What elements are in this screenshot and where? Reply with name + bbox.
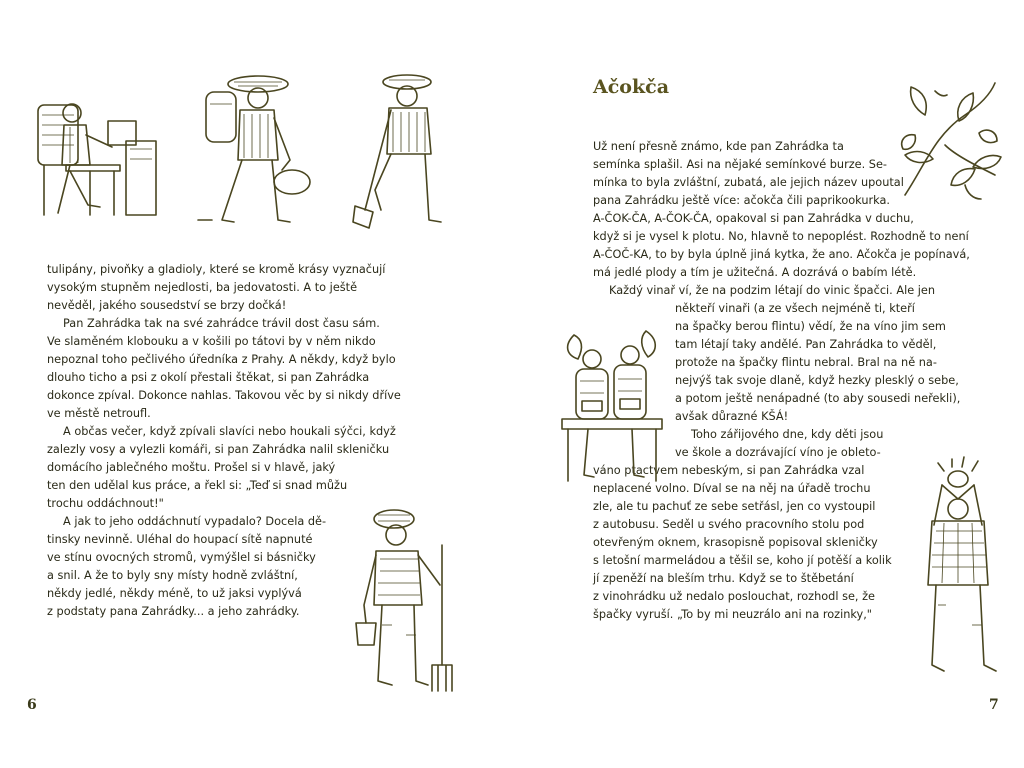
text-line: z podstaty pana Zahrádky... a jeho zahrádky. (47, 605, 300, 618)
text-line: když si je vysel k plotu. No, hlavně to nepoplést. Rozhodně to není (593, 230, 969, 243)
text-line: vysokým stupněm nejedlosti, ba jedovatosti. A to ještě (47, 281, 358, 294)
text-line: A občas večer, když zpívali slavíci nebo houkali sýčci, když (63, 425, 396, 438)
text-line: ve stínu ovocných stromů, vymýšlel si básničky (47, 551, 316, 564)
text-line: pana Zahrádku ještě více: ačokča čili paprikookurka. (593, 194, 890, 207)
text-line: avšak důrazné KŠÁ! (675, 410, 789, 423)
angels-illustration (554, 325, 669, 485)
text-line: mínka to byla zvláštní, zubatá, ale jejich název upoutal (593, 176, 904, 189)
man-at-desk-illustration (30, 85, 160, 220)
text-line: z vinohrádku už nedalo poslouchat, rozhodl se, že (593, 590, 875, 603)
text-line: a snil. A že to byly sny místy hodně zvláštní, (47, 569, 298, 582)
chapter-heading: Ačokča (593, 76, 670, 98)
text-line: zle, ale tu pachuť ze sebe setřásl, jen co vystoupil (593, 500, 876, 513)
text-line: ve městě netroufl. (47, 407, 151, 420)
page-number: 7 (989, 697, 999, 713)
page-number: 6 (27, 697, 37, 713)
text-line: z autobusu. Seděl u svého pracovního stolu pod (593, 518, 865, 531)
text-line: ten den udělal kus práce, a řekl si: „Teď si snad můžu (47, 479, 348, 492)
text-line: tam létají taky andělé. Pan Zahrádka to věděl, (675, 338, 937, 351)
text-line: nepoznal toho pečlivého úředníka z Prahy. A někdy, když bylo (47, 353, 396, 366)
text-line: neplacené volno. Díval se na něj na úřadě trochu (593, 482, 871, 495)
vine-plant-illustration (895, 75, 1005, 210)
text-line: tulipány, pivoňky a gladioly, které se kromě krásy vyznačují (47, 263, 386, 276)
walking-man-illustration (178, 70, 318, 235)
text-line: váno ptactvem nebeským, si pan Zahrádka vzal (593, 464, 865, 477)
text-line: někdy jedlé, někdy méně, to už jaksi vyplývá (47, 587, 302, 600)
text-line: protože na špačky flintu nebral. Bral na ně na- (675, 356, 937, 369)
right-page (512, 0, 1024, 768)
man-clapping-illustration (904, 455, 1014, 685)
text-line: dlouho ticho a psi z okolí přestali štěkat, si pan Zahrádka (47, 371, 370, 384)
text-line: domácího jablečného moštu. Prošel si v hlavě, jaký (47, 461, 336, 474)
text-line: A jak to jeho oddáchnutí vypadalo? Docela dě- (63, 515, 327, 528)
text-line: a potom ještě nenápadné (to aby sousedi neřekli), (675, 392, 961, 405)
man-with-spade-illustration (345, 70, 455, 235)
text-line: semínka splašil. Asi na nějaké semínkové burze. Se- (593, 158, 887, 171)
text-line: dokonce zpíval. Dokonce nahlas. Takovou věc by si nikdy dříve (47, 389, 401, 402)
text-line: špačky vyruší. „To by mi neuzrálo ani na rozinky," (593, 608, 872, 621)
text-line: nejvýš tak svoje dlaně, když hezky plesklý o sebe, (675, 374, 959, 387)
text-line: s letošní marmeládou a těšil se, koho jí potěší a kolik (593, 554, 892, 567)
text-line: Ve slaměném klobouku a v košili po tátovi by v něm nikdo (47, 335, 376, 348)
text-line: Každý vinař ví, že na podzim létají do vinic špačci. Ale jen (609, 284, 936, 297)
text-line: nevěděl, jakého sousedství se brzy dočká! (47, 299, 287, 312)
man-with-pitchfork-illustration (352, 505, 462, 695)
text-line: má jedlé plody a tím je užitečná. A dozrává o babím létě. (593, 266, 917, 279)
text-line: otevřeným oknem, krasopisně popisoval skleničky (593, 536, 878, 549)
text-line: tinsky nevinně. Uléhal do houpací sítě napnuté (47, 533, 313, 546)
text-line: na špačky berou flintu) vědí, že na víno jim sem (675, 320, 946, 333)
text-line: zalezly vosy a vylezli komáři, si pan Zahrádka nalil skleničku (47, 443, 390, 456)
text-line: A-ČOK-ČA, A-ČOK-ČA, opakoval si pan Zahrádka v duchu, (593, 212, 914, 225)
text-line: Toho zářijového dne, kdy děti jsou (691, 428, 884, 441)
text-line: jí zpeněží na bleším trhu. Když se to štěbetání (593, 572, 854, 585)
text-line: trochu oddáchnout!" (47, 497, 164, 510)
text-line: někteří vinaři (a ze všech nejméně ti, kteří (675, 302, 915, 315)
text-line: Už není přesně známo, kde pan Zahrádka ta (593, 140, 844, 153)
text-line: A-ČOČ-KA, to by byla úplně jiná kytka, že ano. Ačokča je popínavá, (593, 248, 970, 261)
text-line: ve škole a dozrávající víno je obleto- (675, 446, 881, 459)
text-line: Pan Zahrádka tak na své zahrádce trávil dost času sám. (63, 317, 380, 330)
